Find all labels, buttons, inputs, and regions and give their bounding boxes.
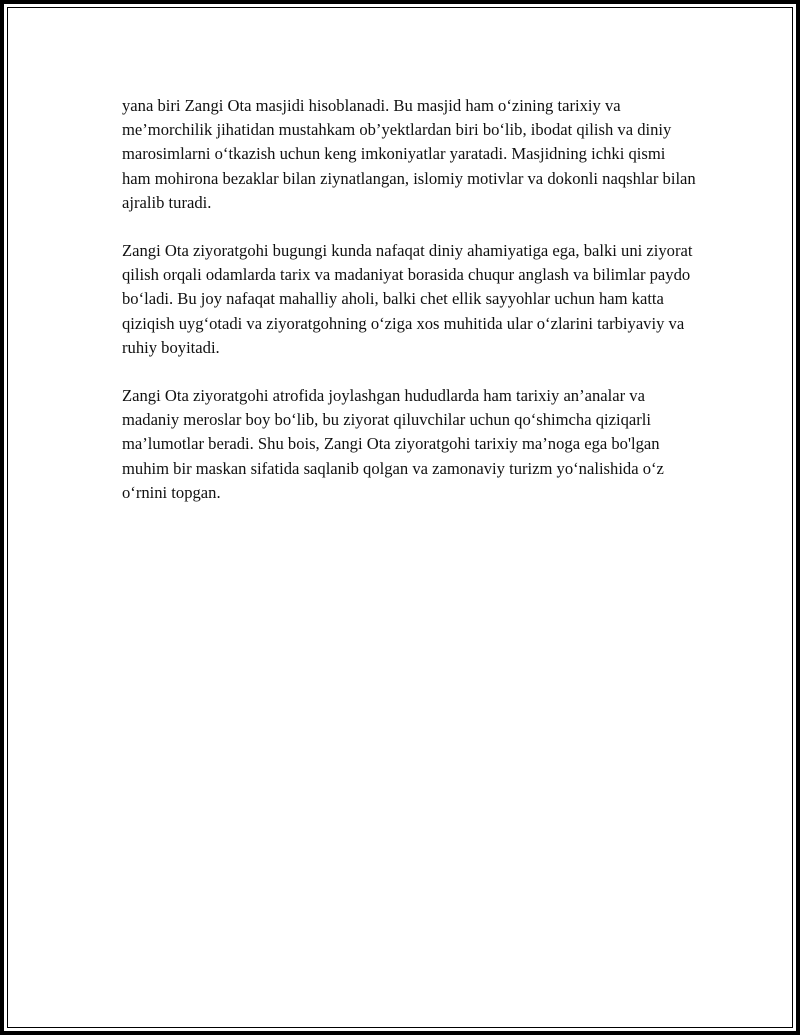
paragraph-significance: Zangi Ota ziyoratgohi bugungi kunda nafaqat diniy ahamiyatiga ega, balki uni ziyorat qilish orqali odamlarda tarix va madaniyat borasida chuqur anglash va bilimlar paydo bo‘ladi. Bu joy nafaqat mahalliy aholi, balki chet ellik sayyohlar uchun ham katta qiziqish uyg‘otadi va ziyoratgohning o‘ziga xos muhitida ular o‘zlarini tarbiyaviy va ruhiy boyitadi. — [122, 241, 693, 357]
document-body — [122, 94, 698, 529]
paragraph-masjid: yana biri Zangi Ota masjidi hisoblanadi. Bu masjid ham o‘zining tarixiy va me’morchilik jihatidan mustahkam ob’yektlardan biri bo‘lib, ibodat qilish va diniy marosimlarni o‘tkazish uchun keng imkoniyatlar yaratadi. Masjidning ichki qismi ham mohirona bezaklar bilan ziynatlangan, islomiy motivlar va dokonli naqshlar bilan ajralib turadi. — [122, 96, 696, 212]
paragraph-heritage: Zangi Ota ziyoratgohi atrofida joylashgan hududlarda ham tarixiy an’analar va madaniy meroslar boy bo‘lib, bu ziyorat qiluvchilar uchun qo‘shimcha qiziqarli ma’lumotlar beradi. Shu bois, Zangi Ota ziyoratgohi tarixiy ma’noga ega bo'lgan muhim bir maskan sifatida saqlanib qolgan va zamonaviy turizm yo‘nalishida o‘z o‘rnini topgan. — [122, 386, 664, 502]
